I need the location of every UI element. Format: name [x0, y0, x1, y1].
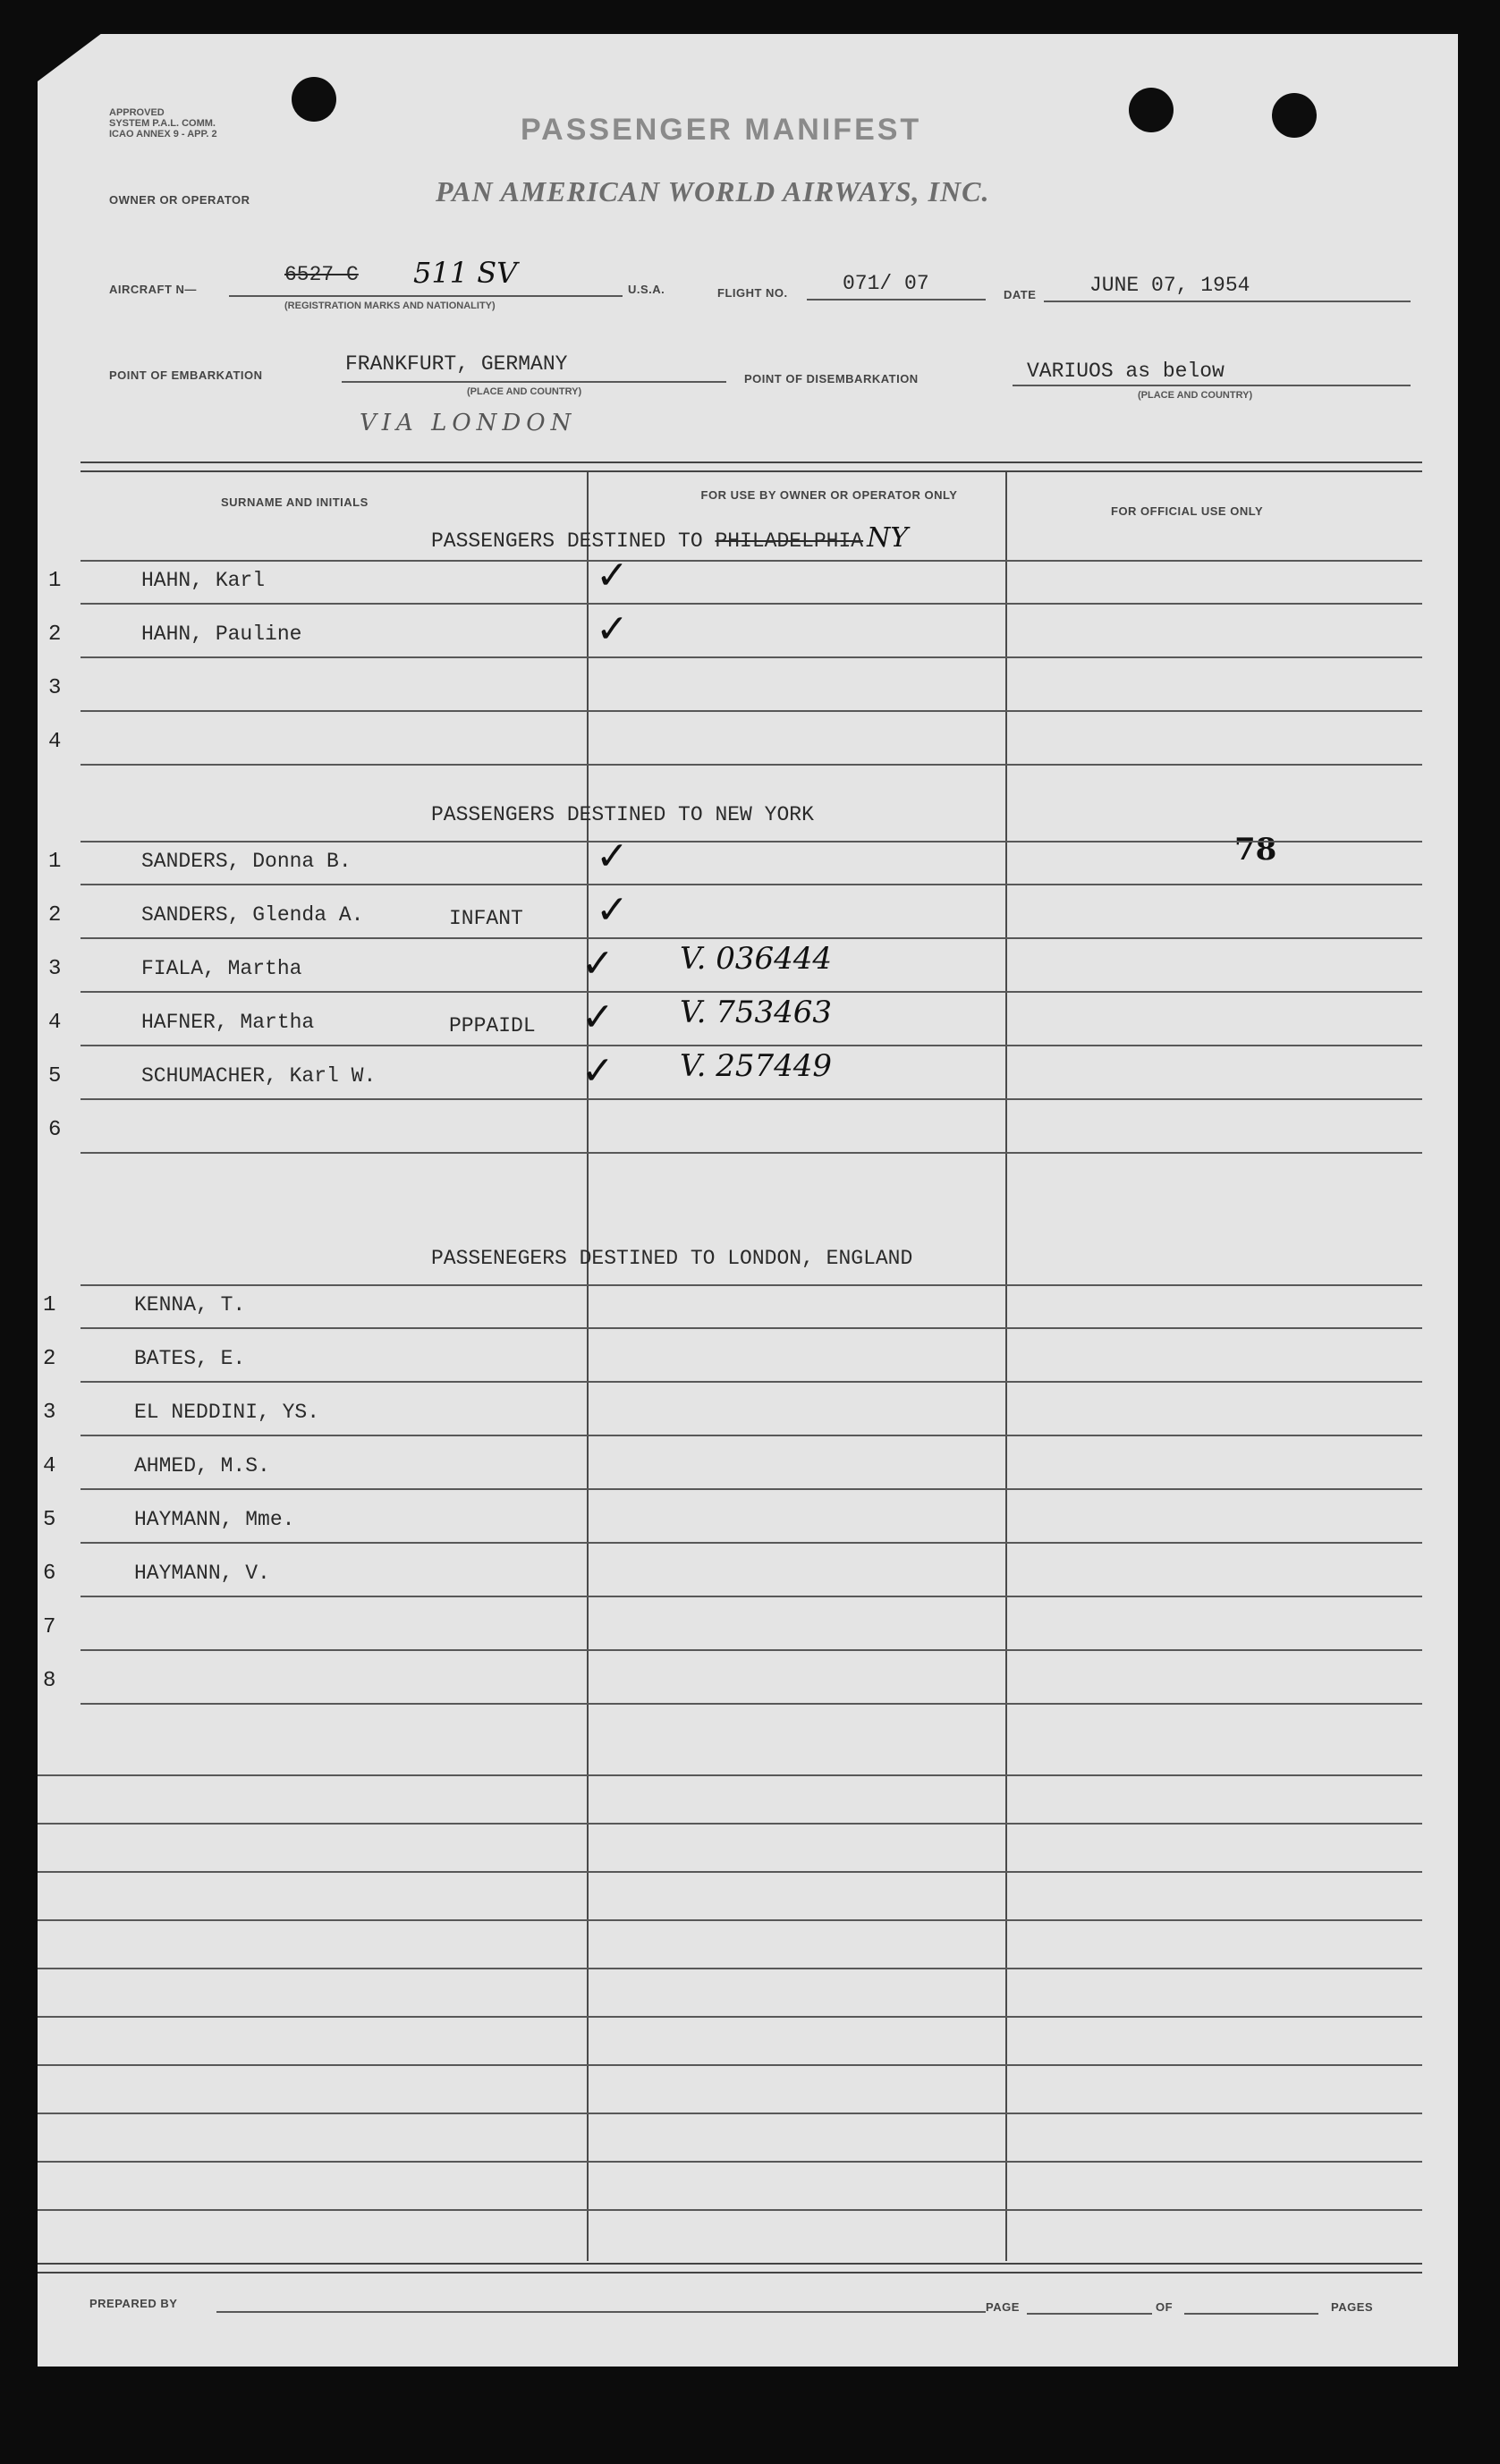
aircraft-label: AIRCRAFT N— — [109, 283, 197, 296]
disembark-label: POINT OF DISEMBARKATION — [744, 372, 919, 385]
prepared-label: PREPARED BY — [89, 2297, 178, 2310]
section-heading-handwritten: NY — [867, 522, 909, 554]
row-number: 4 — [48, 1011, 62, 1035]
date-label: DATE — [1004, 288, 1037, 301]
row-number: 4 — [48, 730, 62, 754]
aircraft-handwritten: 511 SV — [413, 256, 518, 290]
visa-number: V. 753463 — [680, 995, 833, 1030]
row-number: 2 — [48, 903, 62, 927]
torn-corner — [38, 34, 106, 84]
row-number: 1 — [48, 569, 62, 593]
passenger-name: HAYMANN, V. — [134, 1562, 270, 1585]
check-mark: ✓ — [596, 553, 629, 598]
usa-label: U.S.A. — [628, 283, 665, 296]
check-mark: ✓ — [596, 834, 629, 879]
section-heading — [431, 1247, 912, 1270]
section-heading-text: PASSENEGERS DESTINED TO LONDON, ENGLAND — [431, 1247, 913, 1270]
embark-label: POINT OF EMBARKATION — [109, 368, 263, 382]
section-heading-struck: PHILADELPHIA — [715, 529, 864, 553]
passenger-name: HAHN, Pauline — [141, 622, 302, 646]
approval-block — [109, 107, 217, 140]
check-mark: ✓ — [581, 1048, 614, 1094]
section-heading-text: PASSENGERS DESTINED TO — [431, 529, 716, 553]
owner-value: PAN AMERICAN WORLD AIRWAYS, INC. — [436, 175, 990, 207]
row-number: 3 — [43, 1401, 56, 1425]
passenger-name: AHMED, M.S. — [134, 1454, 270, 1478]
row-number: 5 — [43, 1508, 56, 1532]
place-caption-2: (PLACE AND COUNTRY) — [1138, 390, 1253, 401]
passenger-name: EL NEDDINI, YS. — [134, 1401, 320, 1424]
row-number: 7 — [43, 1615, 56, 1639]
approval-line: APPROVED — [109, 107, 165, 118]
embark-value: FRANKFURT, GERMANY — [345, 352, 568, 376]
row-number: 3 — [48, 957, 62, 981]
approval-line: SYSTEM P.A.L. COMM. — [109, 118, 216, 129]
section-heading — [431, 522, 908, 554]
official-note: 78 — [1234, 832, 1277, 868]
passenger-name: FIALA, Martha — [141, 957, 302, 980]
aircraft-value: 6527 C — [284, 263, 359, 286]
section-heading-text: PASSENGERS DESTINED TO NEW YORK — [431, 803, 814, 826]
passenger-note: PPPAIDL — [449, 1014, 536, 1037]
punch-hole-middle — [1129, 88, 1174, 132]
punch-hole-right — [1272, 93, 1317, 138]
via-handwritten: VIA LONDON — [360, 410, 577, 436]
check-mark: ✓ — [596, 887, 629, 933]
row-number: 8 — [43, 1669, 56, 1693]
page-label: PAGE — [986, 2300, 1020, 2314]
passenger-name: SANDERS, Donna B. — [141, 850, 352, 873]
visa-number: V. 036444 — [680, 941, 833, 977]
row-number: 3 — [48, 676, 62, 700]
passenger-name: HAFNER, Martha — [141, 1011, 315, 1034]
form-title: PASSENGER MANIFEST — [521, 113, 922, 147]
row-number: 4 — [43, 1454, 56, 1478]
row-number: 2 — [48, 622, 62, 647]
visa-number: V. 257449 — [680, 1048, 833, 1084]
of-label: OF — [1156, 2300, 1174, 2314]
row-number: 2 — [43, 1347, 56, 1371]
date-value: JUNE 07, 1954 — [1089, 274, 1250, 297]
col-surname: SURNAME AND INITIALS — [221, 495, 369, 509]
passenger-name: HAYMANN, Mme. — [134, 1508, 295, 1531]
owner-label: OWNER OR OPERATOR — [109, 193, 250, 207]
registration-caption: (REGISTRATION MARKS AND NATIONALITY) — [284, 301, 496, 311]
flight-value: 071/ 07 — [843, 272, 929, 295]
check-mark: ✓ — [596, 606, 629, 652]
section-heading — [431, 803, 814, 826]
approval-line: ICAO ANNEX 9 - APP. 2 — [109, 129, 217, 140]
passenger-name: KENNA, T. — [134, 1293, 246, 1317]
row-number: 6 — [48, 1118, 62, 1142]
col-owner: FOR USE BY OWNER OR OPERATOR ONLY — [700, 488, 958, 502]
row-number: 5 — [48, 1064, 62, 1088]
flight-label: FLIGHT NO. — [717, 286, 788, 300]
passenger-name: SANDERS, Glenda A. — [141, 903, 364, 927]
manifest-sheet — [38, 34, 1458, 2367]
row-number: 1 — [48, 850, 62, 874]
col-official: FOR OFFICIAL USE ONLY — [1111, 504, 1264, 518]
passenger-name: BATES, E. — [134, 1347, 246, 1370]
punch-hole-left — [292, 77, 336, 122]
passenger-name: HAHN, Karl — [141, 569, 266, 592]
check-mark: ✓ — [581, 941, 614, 986]
row-number: 1 — [43, 1293, 56, 1317]
disembark-value: VARIUOS as below — [1027, 360, 1225, 383]
passenger-name: SCHUMACHER, Karl W. — [141, 1064, 377, 1088]
row-number: 6 — [43, 1562, 56, 1586]
place-caption-1: (PLACE AND COUNTRY) — [467, 386, 582, 397]
passenger-note: INFANT — [449, 907, 523, 930]
pages-label: PAGES — [1331, 2300, 1374, 2314]
check-mark: ✓ — [581, 995, 614, 1040]
